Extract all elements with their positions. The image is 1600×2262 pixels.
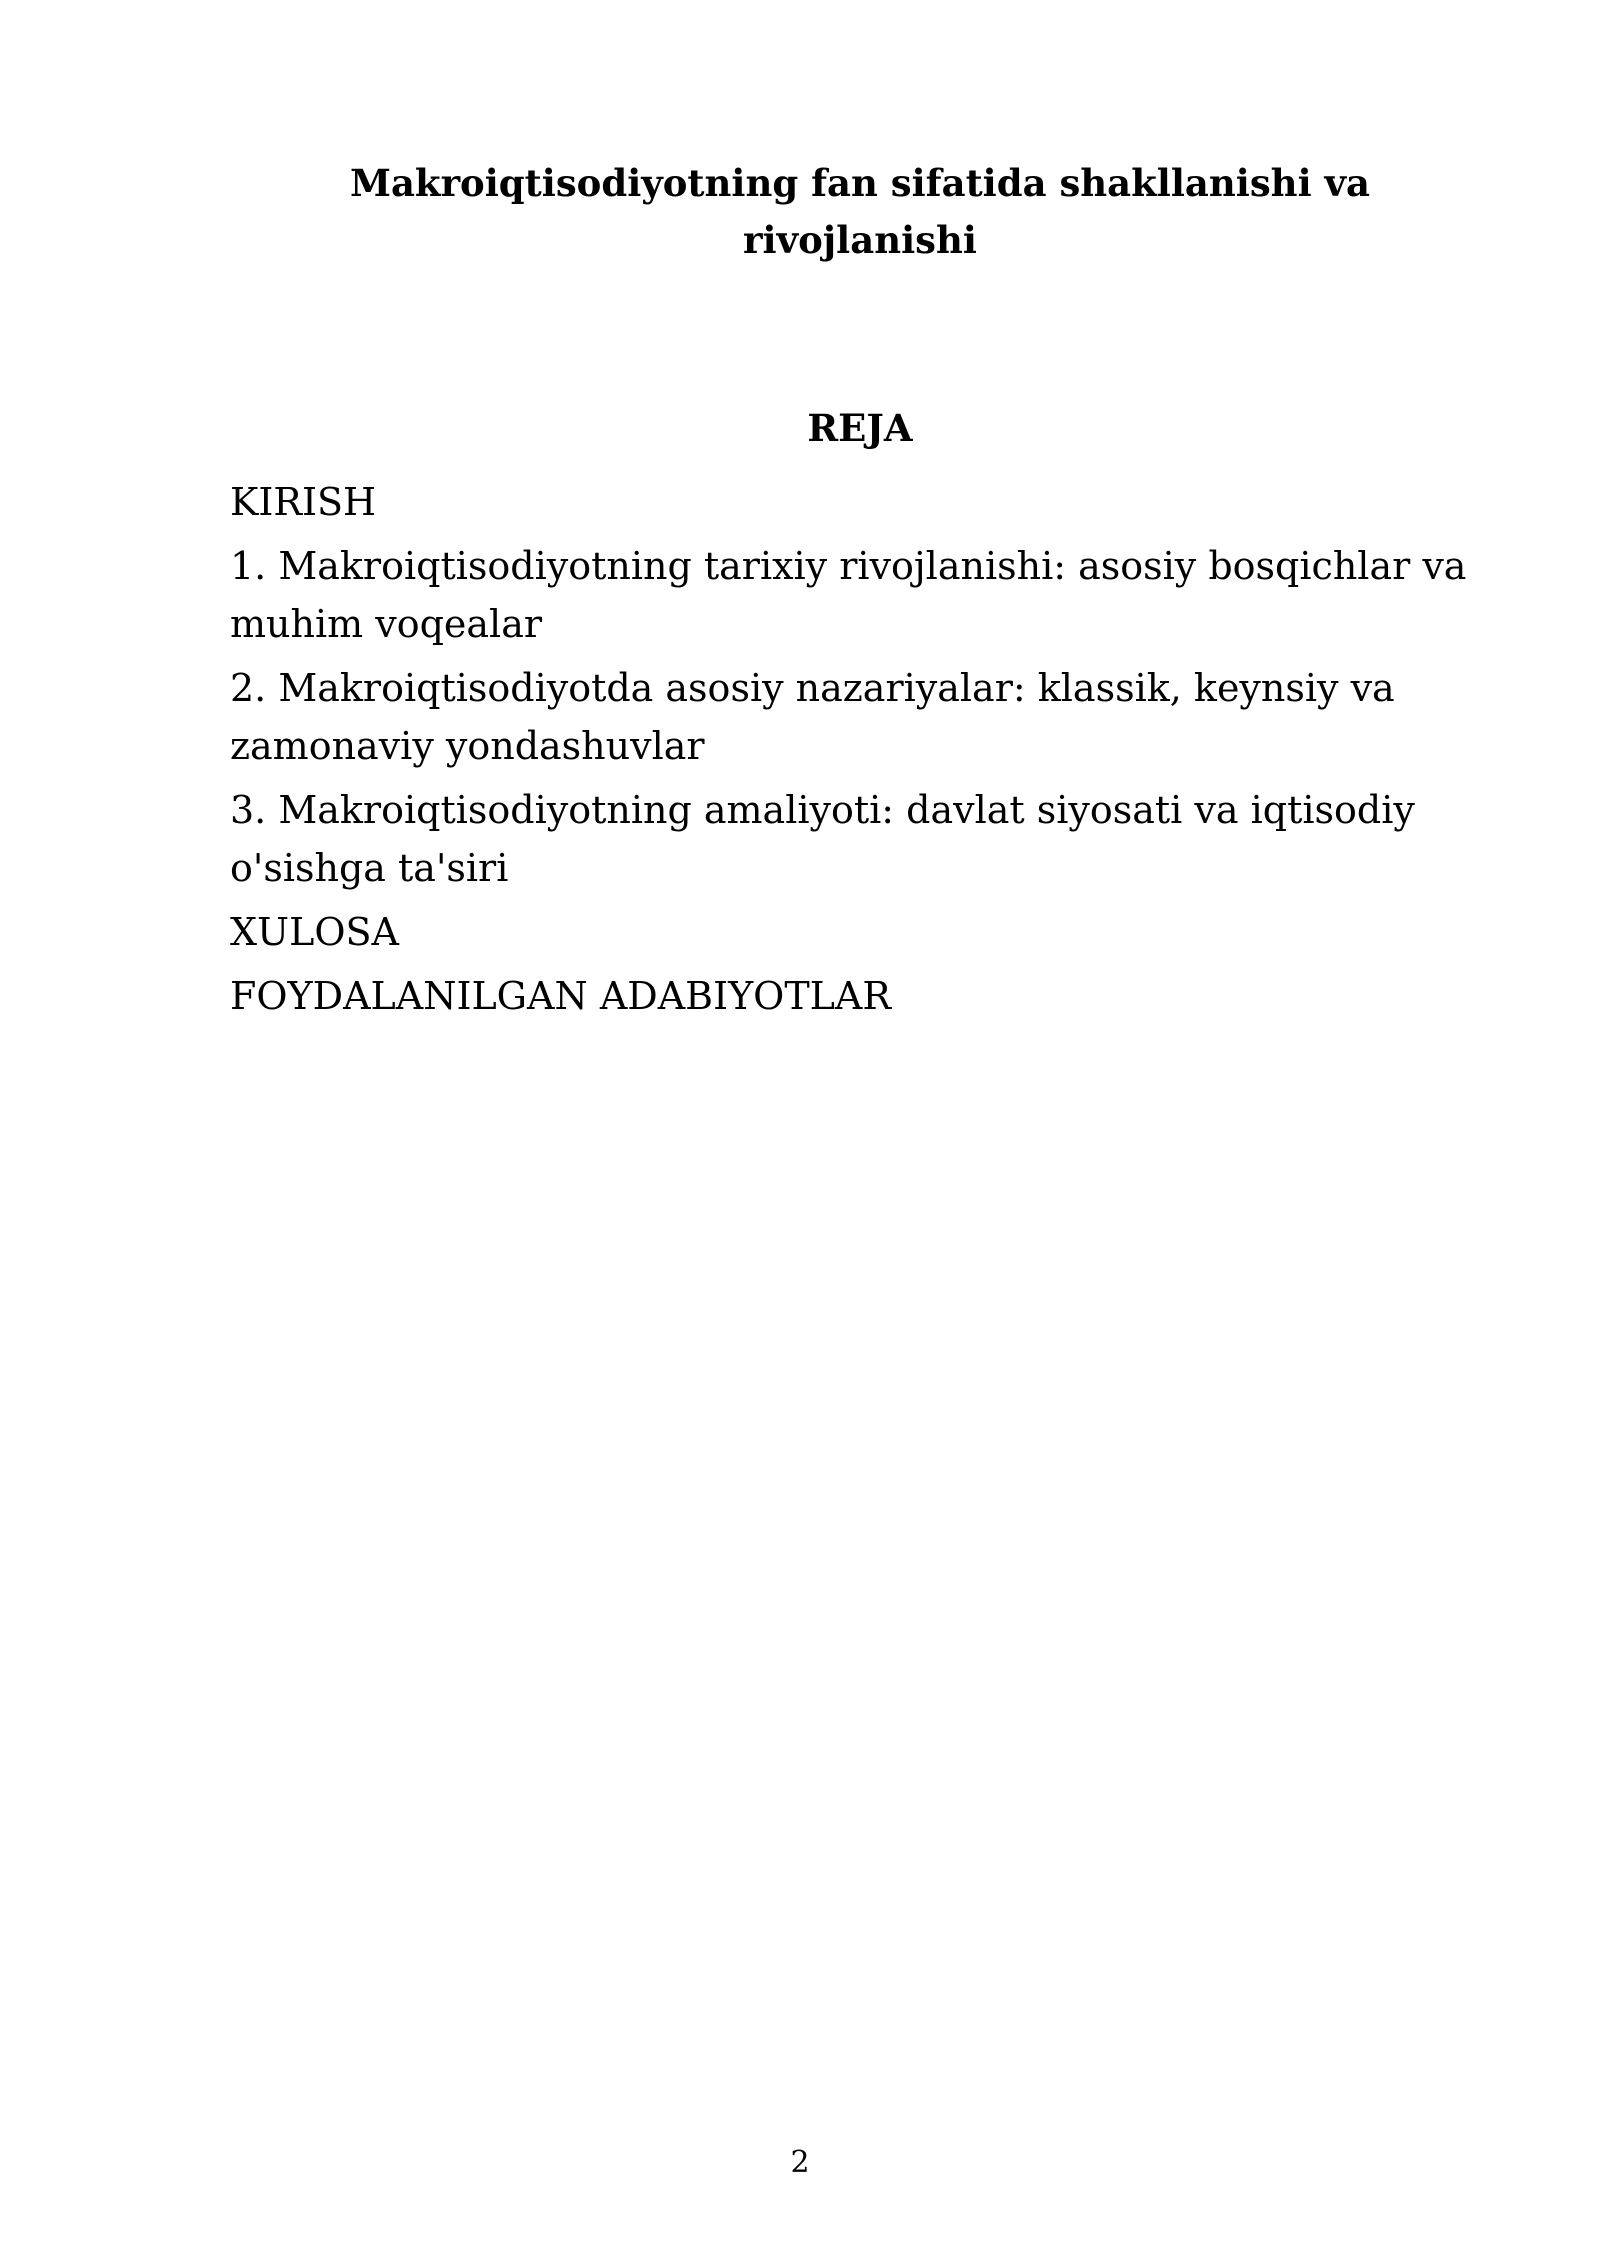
- toc-item-1: 1. Makroiqtisodiyotning tarixiy rivojlanishi: asosiy bosqichlar va muhim voqealar: [230, 544, 1467, 646]
- page-number: 2: [790, 2145, 810, 2180]
- toc-item-3: 3. Makroiqtisodiyotning amaliyoti: davlat siyosati va iqtisodiy o'sishga ta'siri: [230, 788, 1415, 890]
- toc-item-references: FOYDALANILGAN ADABIYOTLAR: [230, 974, 891, 1018]
- document-title: Makroiqtisodiyotning fan sifatida shakllanishi va rivojlanishi: [350, 161, 1370, 262]
- toc-item-2: 2. Makroiqtisodiyotda asosiy nazariyalar: klassik, keynsiy va zamonaviy yondashuvlar: [230, 666, 1395, 768]
- toc-item-conclusion: XULOSA: [230, 910, 399, 954]
- table-of-contents: [230, 473, 1490, 1031]
- toc-item-introduction: KIRISH: [230, 480, 377, 524]
- plan-heading: REJA: [807, 406, 913, 450]
